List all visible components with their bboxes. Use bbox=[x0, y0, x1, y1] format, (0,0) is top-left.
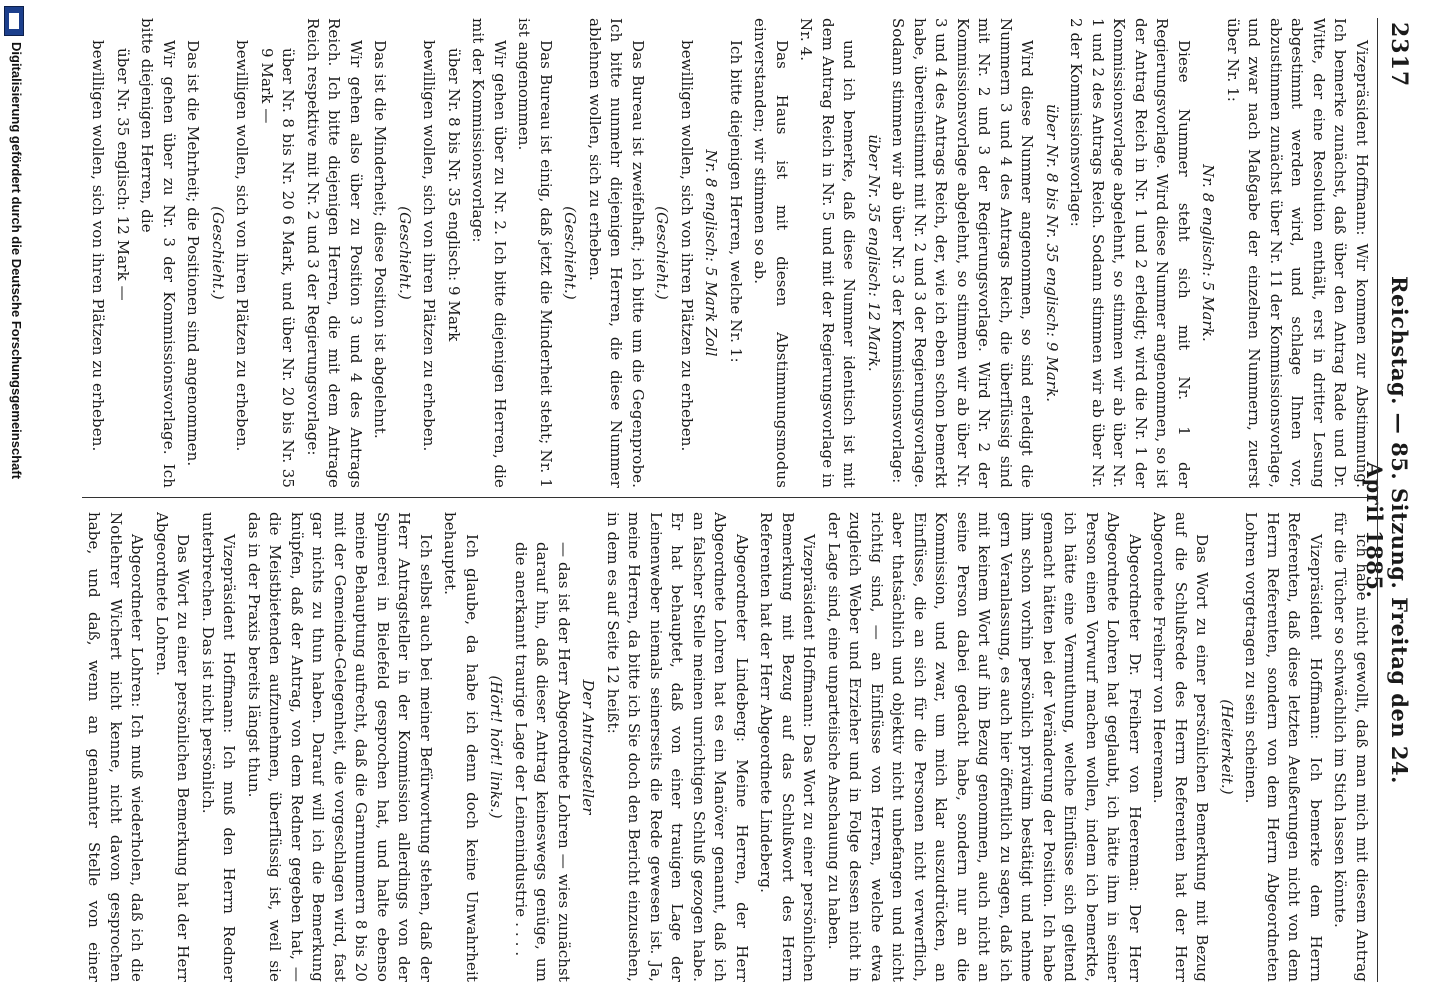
centered-line bbox=[82, 18, 84, 488]
text-paragraph: bewilligen wollen, sich von ihren Plätzen zu erheben. bbox=[420, 40, 439, 452]
text-paragraph: Vizepräsident Hoffmann: Das Wort zu einer persönlichen Bemerkung mit Bezug auf das Schlußwort des Herrn Referenten hat der Herr Abgeordnete Lindeberg. bbox=[757, 512, 819, 982]
text-paragraph: Ich glaube, da habe ich denn doch keine Unwahrheit behauptet. bbox=[441, 512, 481, 982]
text-paragraph: Wir gehen über zu Nr. 3 der Kommissionsvorlage. Ich bitte diejenigen Herren, die bbox=[138, 18, 178, 488]
text-paragraph: Abgeordneter Lindeberg: Meine Herren, der Herr Abgeordnete Lohren hat es ein Manöver genannt, daß ich an falscher Stelle meinen unrichtigen Schluß gezogen habe. Er hat behauptet, daß von einer trauigen Lage der Leinenweber niemals seinerseits die Rede gewesen ist. Ja, meine Herren, da bitte ich Sie doch den Bericht einzusehen, in dem es auf Seite 12 heißt: bbox=[604, 512, 751, 982]
text-paragraph: Das ist die Minderheit; diese Position ist abgelehnt. bbox=[371, 40, 390, 439]
text-paragraph: Das ist die Mehrheit; die Positionen sind angenommen. bbox=[184, 40, 203, 467]
indented-quote: über Nr. 8 bis Nr. 35 englisch: 9 Mark bbox=[445, 48, 463, 342]
text-paragraph: Das Bureau ist einig, daß jetzt die Minderheit steht; Nr. 1 ist angenommen. bbox=[515, 18, 555, 488]
centered-line: (Hört! hört! links.) bbox=[487, 675, 506, 819]
centered-line: über Nr. 35 englisch: 12 Mark. bbox=[865, 134, 883, 372]
text-paragraph: Das Haus ist mit diesen Abstimmungsmodus einverstanden; wir stimmen so ab. bbox=[751, 18, 791, 488]
text-paragraph: Abgeordneter Dr. Freiherr von Heereman: Der Herr Abgeordnete Lohren hat geglaubt, ich hätte ihm in seiner Person einen Vorwurf machen wollen, indem ich bemerkte, ich hätte eine Vermuthung, welche Einflüsse sich geltend gemacht hätten bei der Veränderung der Position. Ich habe ihm schon vorhin persönlich privatim bestätigt und nehme gern Veranlassung, es auch hier öffentlich zu sagen, daß ich mit keinem Wort auf ihn Bezug genommen, auch nicht an seine Person dabei gedacht habe, sondern nur an die Kommission, und zwar, um mich klar auszudrücken, an Einflüsse, die an sich für die Personen nicht verwerflich, aber thatsächlich und objektiv nicht unbefangen und nicht richtig sind, — an Einflüsse von Herren, welche etwa zugleich Weber und Erzieher und in Folge dessen nicht in der Lage sind, eine unparteiische Anschauung zu haben. bbox=[825, 512, 1144, 982]
text-paragraph: Wir gehen also über zu Position 3 und 4 des Antrags Reich. Ich bitte diejenigen Herren, die mit dem Antrage Reich respektive mit Nr. 2 und 3 der Regierungsvorlage: bbox=[304, 18, 365, 488]
column-divider bbox=[82, 497, 1372, 498]
text-paragraph: Vizepräsident Hoffmann: Ich muß den Herrn Redner unterbrechen. Das ist nicht persönlich. bbox=[199, 512, 239, 982]
text-paragraph: Diese Nummer steht sich mit Nr. 1 der Regierungsvorlage. Wird diese Nummer angenommen, so ist der Antrag Reich in Nr. 1 und 2 erledigt; wird die Nr. 1 der Kommissionsvorlage abgelehnt, so stimmen wir ab über Nr. 1 und 2 des Antrags Reich. Sodann stimmen wir ab über Nr. 2 der Kommissionsvorlage: bbox=[1067, 18, 1193, 488]
centered-line: Nr. 8 englisch: 5 Mark Zoll bbox=[702, 149, 721, 357]
page-number: 2317 bbox=[1386, 22, 1412, 88]
centered-line: Nr. 8 englisch: 5 Mark. bbox=[1199, 164, 1218, 342]
text-paragraph: Das Wort zu einer persönlichen Bemerkung mit Bezug auf die Schlußrede des Herrn Referenten hat der Herr Abgeordnete Freiherr von Heereman. bbox=[1150, 512, 1212, 982]
text-paragraph: bewilligen wollen, sich von ihren Plätzen zu erheben. bbox=[678, 40, 696, 452]
text-paragraph: Wird diese Nummer angenommen, so sind erledigt die Nummern 3 und 4 des Antrags Reich, die überflüssig sind mit Nr. 2 und 3 der Regierungsvorlage. Wird Nr. 2 der Kommissionsvorlage abgelehnt, so stimmen wir ab über Nr. 3 und 4 des Antrags Reich, der, wie ich eben schon bemerkt habe, übereinstimmt mit Nr. 2 und 3 der Regierungsvorlage. Sodann stimmen wir ab über Nr. 3 der Kommissionsvorlage: bbox=[889, 18, 1037, 488]
centered-line: Der Antragsteller bbox=[579, 679, 598, 815]
text-paragraph: bewilligen wollen, sich von ihren Plätzen zu erheben. bbox=[233, 40, 252, 452]
text-paragraph: Vizepräsident Hoffmann: Wir kommen zur Abstimmung. Ich bemerke zunächst, daß über den Antrag Rade und Dr. Witte, der eine Resolution enthält, erst in dritter Lesung abgestimmt werden wird, und schlage Ihnen vor, abzustimmen zunächst über Nr. 11 der Kommissionsvorlage, und zwar nach Maßgabe der einzelnen Nummern, zuerst über Nr. 1: bbox=[1224, 18, 1371, 488]
page-title: Reichstag. — 85. Sitzung. Freitag den 24. April 1885. bbox=[1362, 276, 1412, 784]
digitization-footer bbox=[0, 0, 28, 1000]
text-paragraph: Das Wort zu einer persönlichen Bemerkung hat der Herr Abgeordnete Lohren. bbox=[153, 512, 193, 982]
indented-quote: über Nr. 8 bis Nr. 20 6 Mark, und über Nr. 20 bis Nr. 35 9 Mark — bbox=[258, 48, 298, 488]
text-paragraph: Abgeordneter Lohren: Ich muß wiederholen, daß ich die Notlehrer Wichert nicht kenne, nicht davon gesprochen habe, und daß, wenn an genannter Stelle von einer bbox=[85, 512, 147, 982]
text-paragraph: Ich selbst auch bei meiner Befürwortung stehen, daß der Herr Antragsteller in der Kommission allerdings von der Spinnerei in Bielefeld gesprochen hat, und halte ebenso meine Behauptung aufrecht, daß die Garnnummern 8 bis 20 mit der Gemeinde-Gelegenheit, die vorgeschlagen wird, fast gar nichts zu thun haben. Darauf will ich die Bemerkung knüpfen, daß der Antrag, von dem Redner gegeben hat, — die Meistbietenden aufzunehmen, überflüssig ist, weil sie das in der Praxis bereits längst thun. bbox=[245, 512, 435, 982]
text-paragraph: ich habe nicht gewollt, daß man mich mit diesem Antrag für die Tücher so schwächlich im Stich lassen könnte. bbox=[1331, 512, 1371, 982]
text-paragraph: Ich bitte diejenigen Herren, welche Nr. 1: bbox=[727, 40, 745, 363]
text-paragraph: Das Bureau ist zweifelhaft; ich bitte um die Gegenprobe. Ich bitte nunmehr diejenigen Herren, die diese Nummer ablehnen wollen, sich zu erheben. bbox=[586, 18, 647, 488]
header-rule bbox=[1377, 18, 1378, 982]
page-header bbox=[1362, 0, 1418, 1000]
digitization-note: Digitalisierung gefördert durch die Deutsche Forschungsgemeinschaft bbox=[9, 42, 24, 480]
indented-quote: über Nr. 35 englisch: 12 Mark — bbox=[114, 48, 132, 301]
right-column bbox=[82, 512, 1372, 982]
centered-line: (Geschieht.) bbox=[653, 206, 672, 300]
left-column bbox=[82, 18, 1372, 488]
centered-line: (Geschieht.) bbox=[209, 206, 227, 300]
centered-line: (Heiterkeit.) bbox=[1218, 699, 1236, 795]
centered-line: (Geschieht.) bbox=[396, 206, 414, 300]
text-paragraph: Vizepräsident Hoffmann: Ich bemerke dem Herrn Referenten, daß diese letzten Aeußerungen nicht von dem Herrn Referenten, sondern von dem Herrn Abgeordneten Lohren vorgetragen zu sein scheinen. bbox=[1242, 512, 1325, 982]
centered-line: (Geschieht.) bbox=[561, 206, 580, 300]
text-paragraph: bewilligen wollen, sich von ihren Plätzen zu erheben. bbox=[89, 40, 108, 452]
text-paragraph: und ich bemerke, daß diese Nummer identisch ist mit dem Antrag Reich in Nr. 5 und mit der Regierungsvorlage in Nr. 4. bbox=[797, 18, 859, 488]
centered-line: über Nr. 8 bis Nr. 35 englisch: 9 Mark. bbox=[1043, 103, 1061, 403]
dfg-logo-icon bbox=[4, 6, 24, 36]
text-paragraph: Wir gehen über zu Nr. 2. Ich bitte diejenigen Herren, die mit der Kommissionsvorlage: bbox=[469, 18, 509, 488]
indented-quote: — das ist der Herr Abgeordnete Lohren — wies zunächst darauf hin, daß dieser Antrag keineswegs genüge, um die anerkannt traurige Lage der Leinenindustrie . . . . bbox=[512, 542, 573, 982]
